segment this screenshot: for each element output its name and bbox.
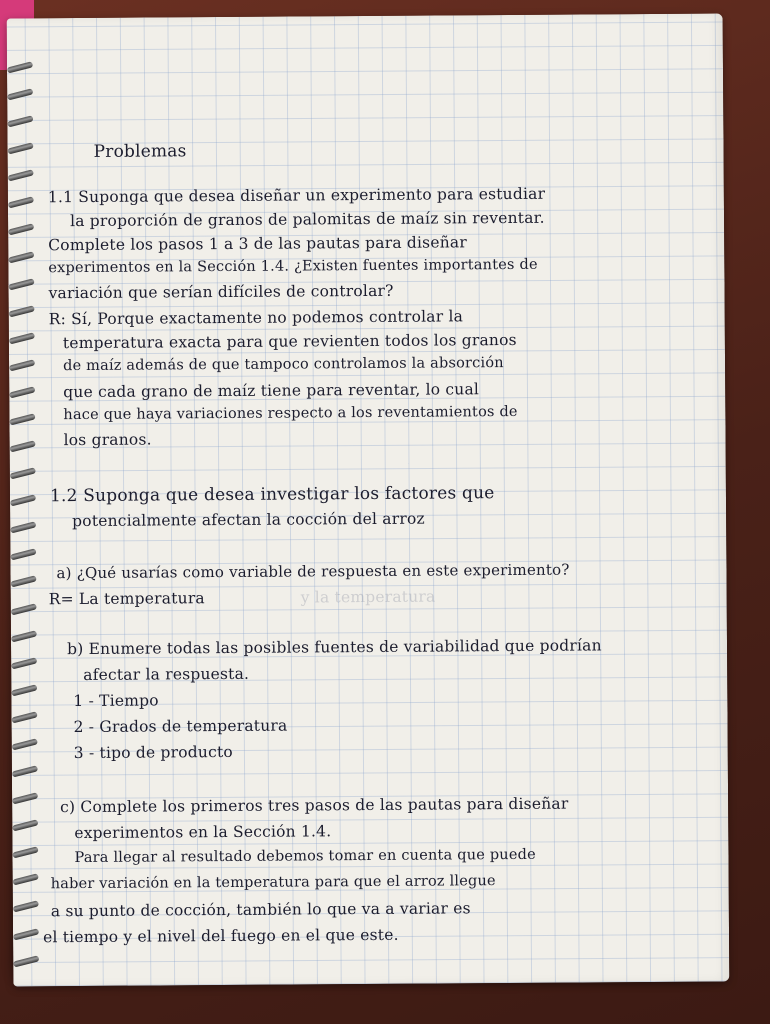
page-title: Problemas bbox=[93, 141, 187, 162]
problem-1-2-line: potencialmente afectan la cocción del arroz bbox=[72, 509, 425, 531]
part-b-question: afectar la respuesta. bbox=[83, 664, 250, 684]
answer-1-1-line: los granos. bbox=[63, 430, 152, 450]
part-b-item: 1 - Tiempo bbox=[73, 691, 159, 711]
handwritten-content bbox=[7, 14, 730, 987]
problem-1-1-line: variación que serían difíciles de controlar? bbox=[48, 281, 394, 303]
answer-1-1-line: de maíz además de que tampoco controlamos la absorción bbox=[63, 355, 504, 375]
problem-1-1-line: la proporción de granos de palomitas de maíz sin reventar. bbox=[69, 208, 545, 231]
part-b-item: 2 - Grados de temperatura bbox=[73, 716, 288, 737]
part-a-question: a) ¿Qué usarías como variable de respuesta en este experimento? bbox=[56, 560, 570, 583]
answer-1-1-line: que cada grano de maíz tiene para reventar, lo cual bbox=[63, 380, 480, 402]
answer-1-1-line: hace que haya variaciones respecto a los reventamientos de bbox=[63, 403, 518, 424]
problem-1-1-line: experimentos en la Sección 1.4. ¿Existen fuentes importantes de bbox=[48, 256, 538, 277]
part-a-answer: R= La temperatura bbox=[48, 589, 205, 609]
answer-1-1-line: temperatura exacta para que revienten todos los granos bbox=[62, 330, 517, 353]
part-c-answer-line: a su punto de cocción, también lo que va a variar es bbox=[50, 899, 471, 921]
part-c-answer-line: Para llegar al resultado debemos tomar en cuenta que puede bbox=[74, 846, 536, 867]
notebook-page bbox=[7, 14, 730, 987]
part-c-question: experimentos en la Sección 1.4. bbox=[74, 822, 332, 843]
problem-1-2-line: 1.2 Suponga que desea investigar los factores que bbox=[49, 483, 495, 507]
part-b-question: b) Enumere todas las posibles fuentes de variabilidad que podrían bbox=[66, 636, 602, 659]
erased-text: y la temperatura bbox=[300, 587, 436, 607]
problem-1-1-line: Complete los pasos 1 a 3 de las pautas para diseñar bbox=[48, 233, 467, 255]
part-c-answer-line: haber variación en la temperatura para que el arroz llegue bbox=[50, 873, 496, 893]
part-c-answer-line: el tiempo y el nivel del fuego en el que este. bbox=[42, 925, 399, 947]
answer-1-1-line: R: Sí, Porque exactamente no podemos controlar la bbox=[48, 307, 464, 329]
part-b-item: 3 - tipo de producto bbox=[73, 742, 233, 763]
part-c-question: c) Complete los primeros tres pasos de las pautas para diseñar bbox=[60, 794, 569, 817]
problem-1-1-line: 1.1 Suponga que desea diseñar un experimento para estudiar bbox=[47, 184, 546, 207]
